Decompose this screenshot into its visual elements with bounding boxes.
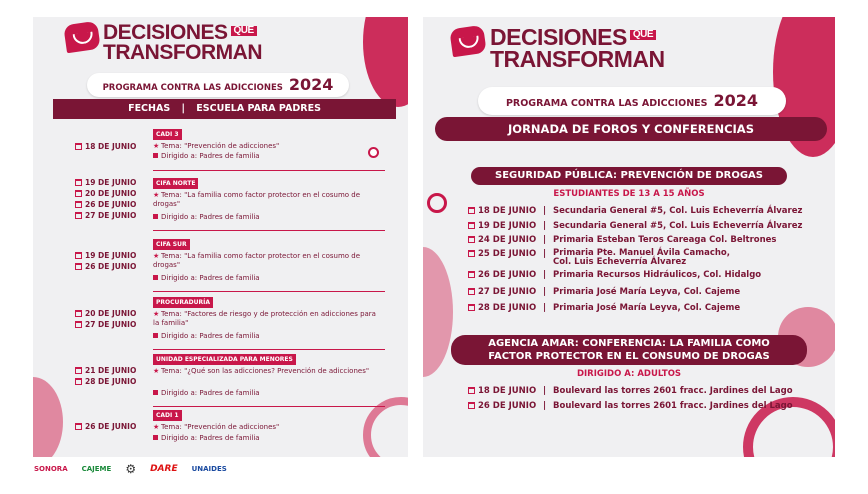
entry-topic: ★ Tema: "La familia como factor protector en el cosumo de drogas"	[153, 191, 361, 208]
calendar-icon	[468, 402, 475, 409]
star-icon: ★	[153, 252, 160, 260]
entry-audience: Dirigido a: Padres de familia	[153, 152, 383, 161]
badge-icon: ⚙	[125, 462, 137, 476]
logo-que: QUE	[630, 30, 656, 40]
venue-tag: CIFA NORTE	[153, 178, 198, 189]
square-bullet-icon	[153, 333, 158, 338]
section-subtitle: DIRIGIDO A: ADULTOS	[576, 369, 682, 379]
calendar-icon	[468, 222, 475, 229]
divider	[153, 230, 385, 231]
logo-text-1: DECISIONES	[490, 24, 627, 50]
decor-circle	[423, 247, 453, 377]
venue-tag: CADI 3	[153, 129, 182, 140]
venue-tag: CADI 1	[153, 410, 182, 421]
entry-topic: ★ Tema: "Factores de riesgo y de protección en adicciones para la familia"	[153, 310, 376, 327]
calendar-icon	[75, 179, 82, 186]
decor-circle	[33, 377, 63, 457]
logo-text-2: TRANSFORMAN	[103, 40, 262, 64]
entry-audience: Dirigido a: Padres de familia	[153, 274, 383, 283]
entry-date: 20 DE JUNIO	[75, 189, 155, 198]
event-row: 28 DE JUNIO | Primaria José María Leyva, Col. Cajeme	[468, 303, 740, 313]
calendar-icon	[75, 212, 82, 219]
divider	[153, 349, 385, 350]
entry-date: 26 DE JUNIO	[75, 200, 155, 209]
star-icon: ★	[153, 142, 160, 150]
entry-date: 21 DE JUNIO	[75, 366, 155, 375]
logo-text-2: TRANSFORMAN	[490, 45, 665, 72]
program-title: PROGRAMA CONTRA LAS ADICCIONES	[505, 98, 708, 109]
calendar-icon	[468, 271, 475, 278]
star-icon: ★	[153, 191, 160, 199]
smile-logo-icon	[63, 21, 101, 53]
event-row: 27 DE JUNIO | Primaria José María Leyva, Col. Cajeme	[468, 287, 740, 297]
divider	[153, 170, 385, 171]
event-row: 25 DE JUNIO | Primaria Pte. Manuel Ávila Camacho, Col. Luis Echeverría Álvarez	[468, 249, 730, 267]
entry-date: 27 DE JUNIO	[75, 320, 155, 329]
entry-date: 27 DE JUNIO	[75, 211, 155, 220]
calendar-icon	[468, 250, 475, 257]
calendar-icon	[75, 367, 82, 374]
calendar-icon	[468, 207, 475, 214]
entry-date: 19 DE JUNIO	[75, 178, 155, 187]
header-dates: FECHAS	[128, 103, 171, 114]
smile-logo-icon	[449, 25, 487, 57]
left-poster	[33, 17, 408, 457]
event-row: 26 DE JUNIO | Primaria Recursos Hidráulicos, Col. Hidalgo	[468, 270, 761, 280]
calendar-icon	[468, 387, 475, 394]
entry-date: 26 DE JUNIO	[75, 422, 155, 431]
title-band: JORNADA DE FOROS Y CONFERENCIAS	[435, 117, 827, 141]
event-row: 26 DE JUNIO | Boulevard las torres 2601 fracc. Jardines del Lago	[468, 401, 793, 411]
calendar-icon	[468, 236, 475, 243]
calendar-icon	[75, 201, 82, 208]
entry-topic: ★ Tema: "Prevención de adicciones"	[153, 142, 280, 150]
program-year: 2024	[713, 91, 759, 110]
star-icon: ★	[153, 423, 160, 431]
entry-audience: Dirigido a: Padres de familia	[153, 434, 383, 443]
program-pill	[478, 87, 786, 115]
calendar-icon	[75, 252, 82, 259]
cajeme-logo: CAJEME	[81, 465, 112, 473]
right-poster	[423, 17, 835, 457]
venue-tag: UNIDAD ESPECIALIZADA PARA MENORES	[153, 354, 296, 365]
venue-tag: PROCURADURÍA	[153, 297, 213, 308]
calendar-icon	[75, 310, 82, 317]
divider	[153, 291, 385, 292]
logo-text-1: DECISIONES	[103, 21, 228, 44]
header-separator: |	[181, 103, 185, 114]
logo	[451, 24, 665, 72]
event-row: 18 DE JUNIO | Secundaria General #5, Col. Luis Echeverría Álvarez	[468, 206, 802, 216]
event-row: 19 DE JUNIO | Secundaria General #5, Col. Luis Echeverría Álvarez	[468, 221, 802, 231]
sonora-logo: SONORA	[34, 465, 68, 473]
sponsor-logos	[34, 462, 227, 476]
dare-logo: DARE	[150, 464, 178, 474]
header-title: ESCUELA PARA PADRES	[196, 103, 321, 114]
entry-topic: ★ Tema: "La familia como factor protector en el cosumo de drogas"	[153, 252, 361, 269]
venue-tag: CIFA SUR	[153, 239, 190, 250]
square-bullet-icon	[153, 153, 158, 158]
decor-circle	[363, 17, 408, 107]
entry-date: 26 DE JUNIO	[75, 262, 155, 271]
header-band	[53, 99, 396, 119]
entry-date: 19 DE JUNIO	[75, 251, 155, 260]
event-row: 24 DE JUNIO | Primaria Esteban Teros Careaga Col. Beltrones	[468, 235, 777, 245]
section-title: AGENCIA AMAR: CONFERENCIA: LA FAMILIA COMO FACTOR PROTECTOR EN EL CONSUMO DE DROGAS	[451, 335, 807, 365]
star-icon: ★	[153, 310, 160, 318]
calendar-icon	[75, 321, 82, 328]
logo	[65, 23, 262, 63]
calendar-icon	[468, 288, 475, 295]
program-pill	[87, 73, 349, 97]
calendar-icon	[75, 143, 82, 150]
calendar-icon	[75, 263, 82, 270]
square-bullet-icon	[153, 435, 158, 440]
calendar-icon	[75, 378, 82, 385]
unaides-logo: UNAIDES	[191, 465, 227, 473]
square-bullet-icon	[153, 214, 158, 219]
square-bullet-icon	[153, 275, 158, 280]
entry-topic: ★ Tema: "Prevención de adicciones"	[153, 423, 280, 431]
entry-date: 18 DE JUNIO	[75, 142, 155, 151]
section-subtitle: ESTUDIANTES DE 13 A 15 AÑOS	[553, 189, 705, 199]
star-icon: ★	[153, 367, 160, 375]
entry-audience: Dirigido a: Padres de familia	[153, 213, 383, 222]
section-title: SEGURIDAD PÚBLICA: PREVENCIÓN DE DROGAS	[471, 167, 787, 185]
calendar-icon	[468, 304, 475, 311]
calendar-icon	[75, 190, 82, 197]
logo-que: QUE	[231, 26, 257, 36]
entry-date: 28 DE JUNIO	[75, 377, 155, 386]
program-title: PROGRAMA CONTRA LAS ADICCIONES	[102, 83, 283, 93]
square-bullet-icon	[153, 390, 158, 395]
entry-audience: Dirigido a: Padres de familia	[153, 389, 383, 398]
calendar-icon	[75, 423, 82, 430]
program-year: 2024	[288, 75, 334, 94]
ring-icon	[368, 147, 379, 158]
entry-topic: ★ Tema: "¿Qué son las adicciones? Prevención de adicciones"	[153, 367, 370, 375]
entry-audience: Dirigido a: Padres de familia	[153, 332, 383, 341]
entry-date: 20 DE JUNIO	[75, 309, 155, 318]
event-row: 18 DE JUNIO | Boulevard las torres 2601 fracc. Jardines del Lago	[468, 386, 793, 396]
divider	[153, 406, 385, 407]
